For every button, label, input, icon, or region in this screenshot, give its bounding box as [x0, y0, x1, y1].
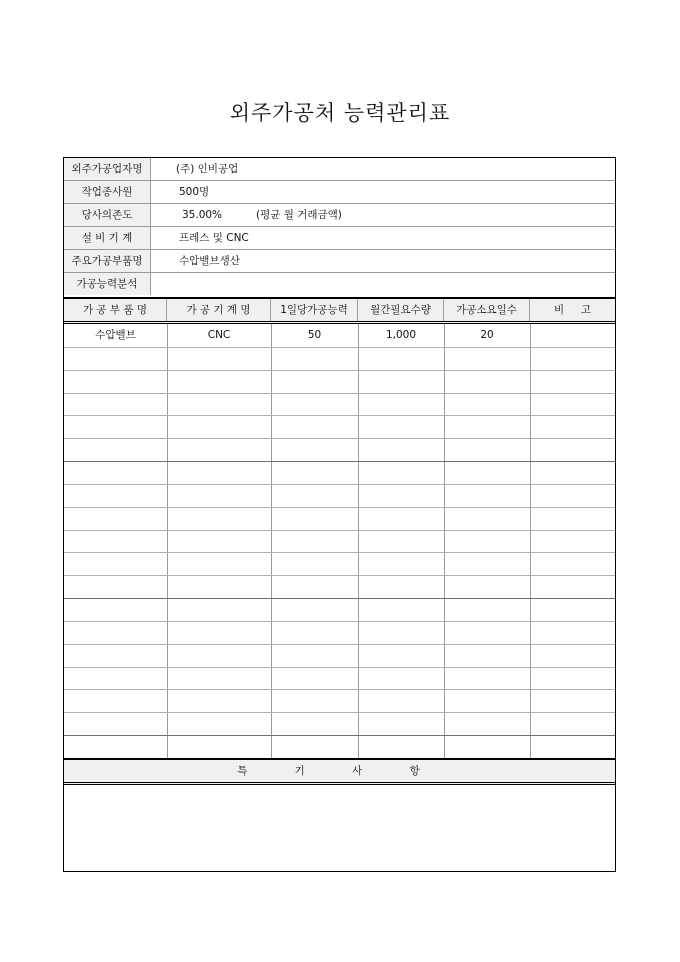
employees-label: 작업종사원 — [64, 181, 151, 203]
analysis-row — [64, 273, 615, 296]
dependency-note: (평균 월 거래금액) — [256, 209, 342, 221]
dependency-label: 당사의존도 — [64, 204, 151, 226]
table-body — [64, 324, 615, 758]
equipment-label: 설 비 기 계 — [64, 227, 151, 249]
dependency-row — [64, 204, 615, 227]
row-divider — [64, 530, 615, 531]
cell-machine-name: CNC — [207, 329, 231, 341]
column-divider — [167, 324, 168, 758]
dependency-value: 35.00% — [182, 209, 223, 221]
cell-monthly-quantity: 1,000 — [385, 329, 417, 341]
cell-required-days: 20 — [480, 329, 494, 341]
main-parts-value: 수압밸브생산 — [179, 255, 240, 267]
main-parts-label: 주요가공부품명 — [64, 250, 151, 272]
row-divider — [64, 598, 615, 599]
cell-remarks — [530, 324, 615, 346]
header-required-days: 가공소요일수 — [444, 299, 530, 321]
employees-row — [64, 181, 615, 204]
analysis-label: 가공능력분석 — [64, 273, 151, 295]
column-divider — [530, 324, 531, 758]
header-monthly-quantity: 월간필요수량 — [358, 299, 444, 321]
main-parts-row — [64, 250, 615, 273]
row-divider — [64, 575, 615, 576]
page-title: 외주가공처 능력관리표 — [229, 101, 451, 125]
row-divider — [64, 438, 615, 439]
equipment-row — [64, 227, 615, 250]
company-label: 외주가공업자명 — [64, 158, 151, 180]
column-divider — [358, 324, 359, 758]
column-divider — [271, 324, 272, 758]
company-row — [64, 158, 615, 181]
capacity-form — [63, 157, 616, 872]
employees-value: 500명 — [179, 186, 210, 198]
row-divider — [64, 347, 615, 348]
header-daily-capacity: 1일당가공능력 — [271, 299, 358, 321]
row-divider — [64, 507, 615, 508]
header-remarks: 비 고 — [554, 304, 591, 316]
notes-header: 특 기 사 항 — [64, 758, 615, 785]
header-machine-name: 가 공 기 계 명 — [167, 299, 271, 321]
row-divider — [64, 644, 615, 645]
row-divider — [64, 552, 615, 553]
equipment-value: 프레스 및 CNC — [179, 232, 249, 244]
row-divider — [64, 621, 615, 622]
notes-content — [72, 788, 607, 868]
header-part-name: 가 공 부 품 명 — [64, 299, 167, 321]
row-divider — [64, 370, 615, 371]
column-divider — [444, 324, 445, 758]
row-divider — [64, 484, 615, 485]
row-divider — [64, 461, 615, 462]
row-divider — [64, 415, 615, 416]
row-divider — [64, 689, 615, 690]
cell-part-name: 수압밸브 — [95, 329, 136, 341]
table-header — [64, 297, 615, 324]
company-value: (주) 인비공업 — [176, 163, 239, 175]
row-divider — [64, 667, 615, 668]
cell-daily-capacity: 50 — [307, 329, 322, 341]
row-divider — [64, 393, 615, 394]
row-divider — [64, 735, 615, 736]
row-divider — [64, 712, 615, 713]
